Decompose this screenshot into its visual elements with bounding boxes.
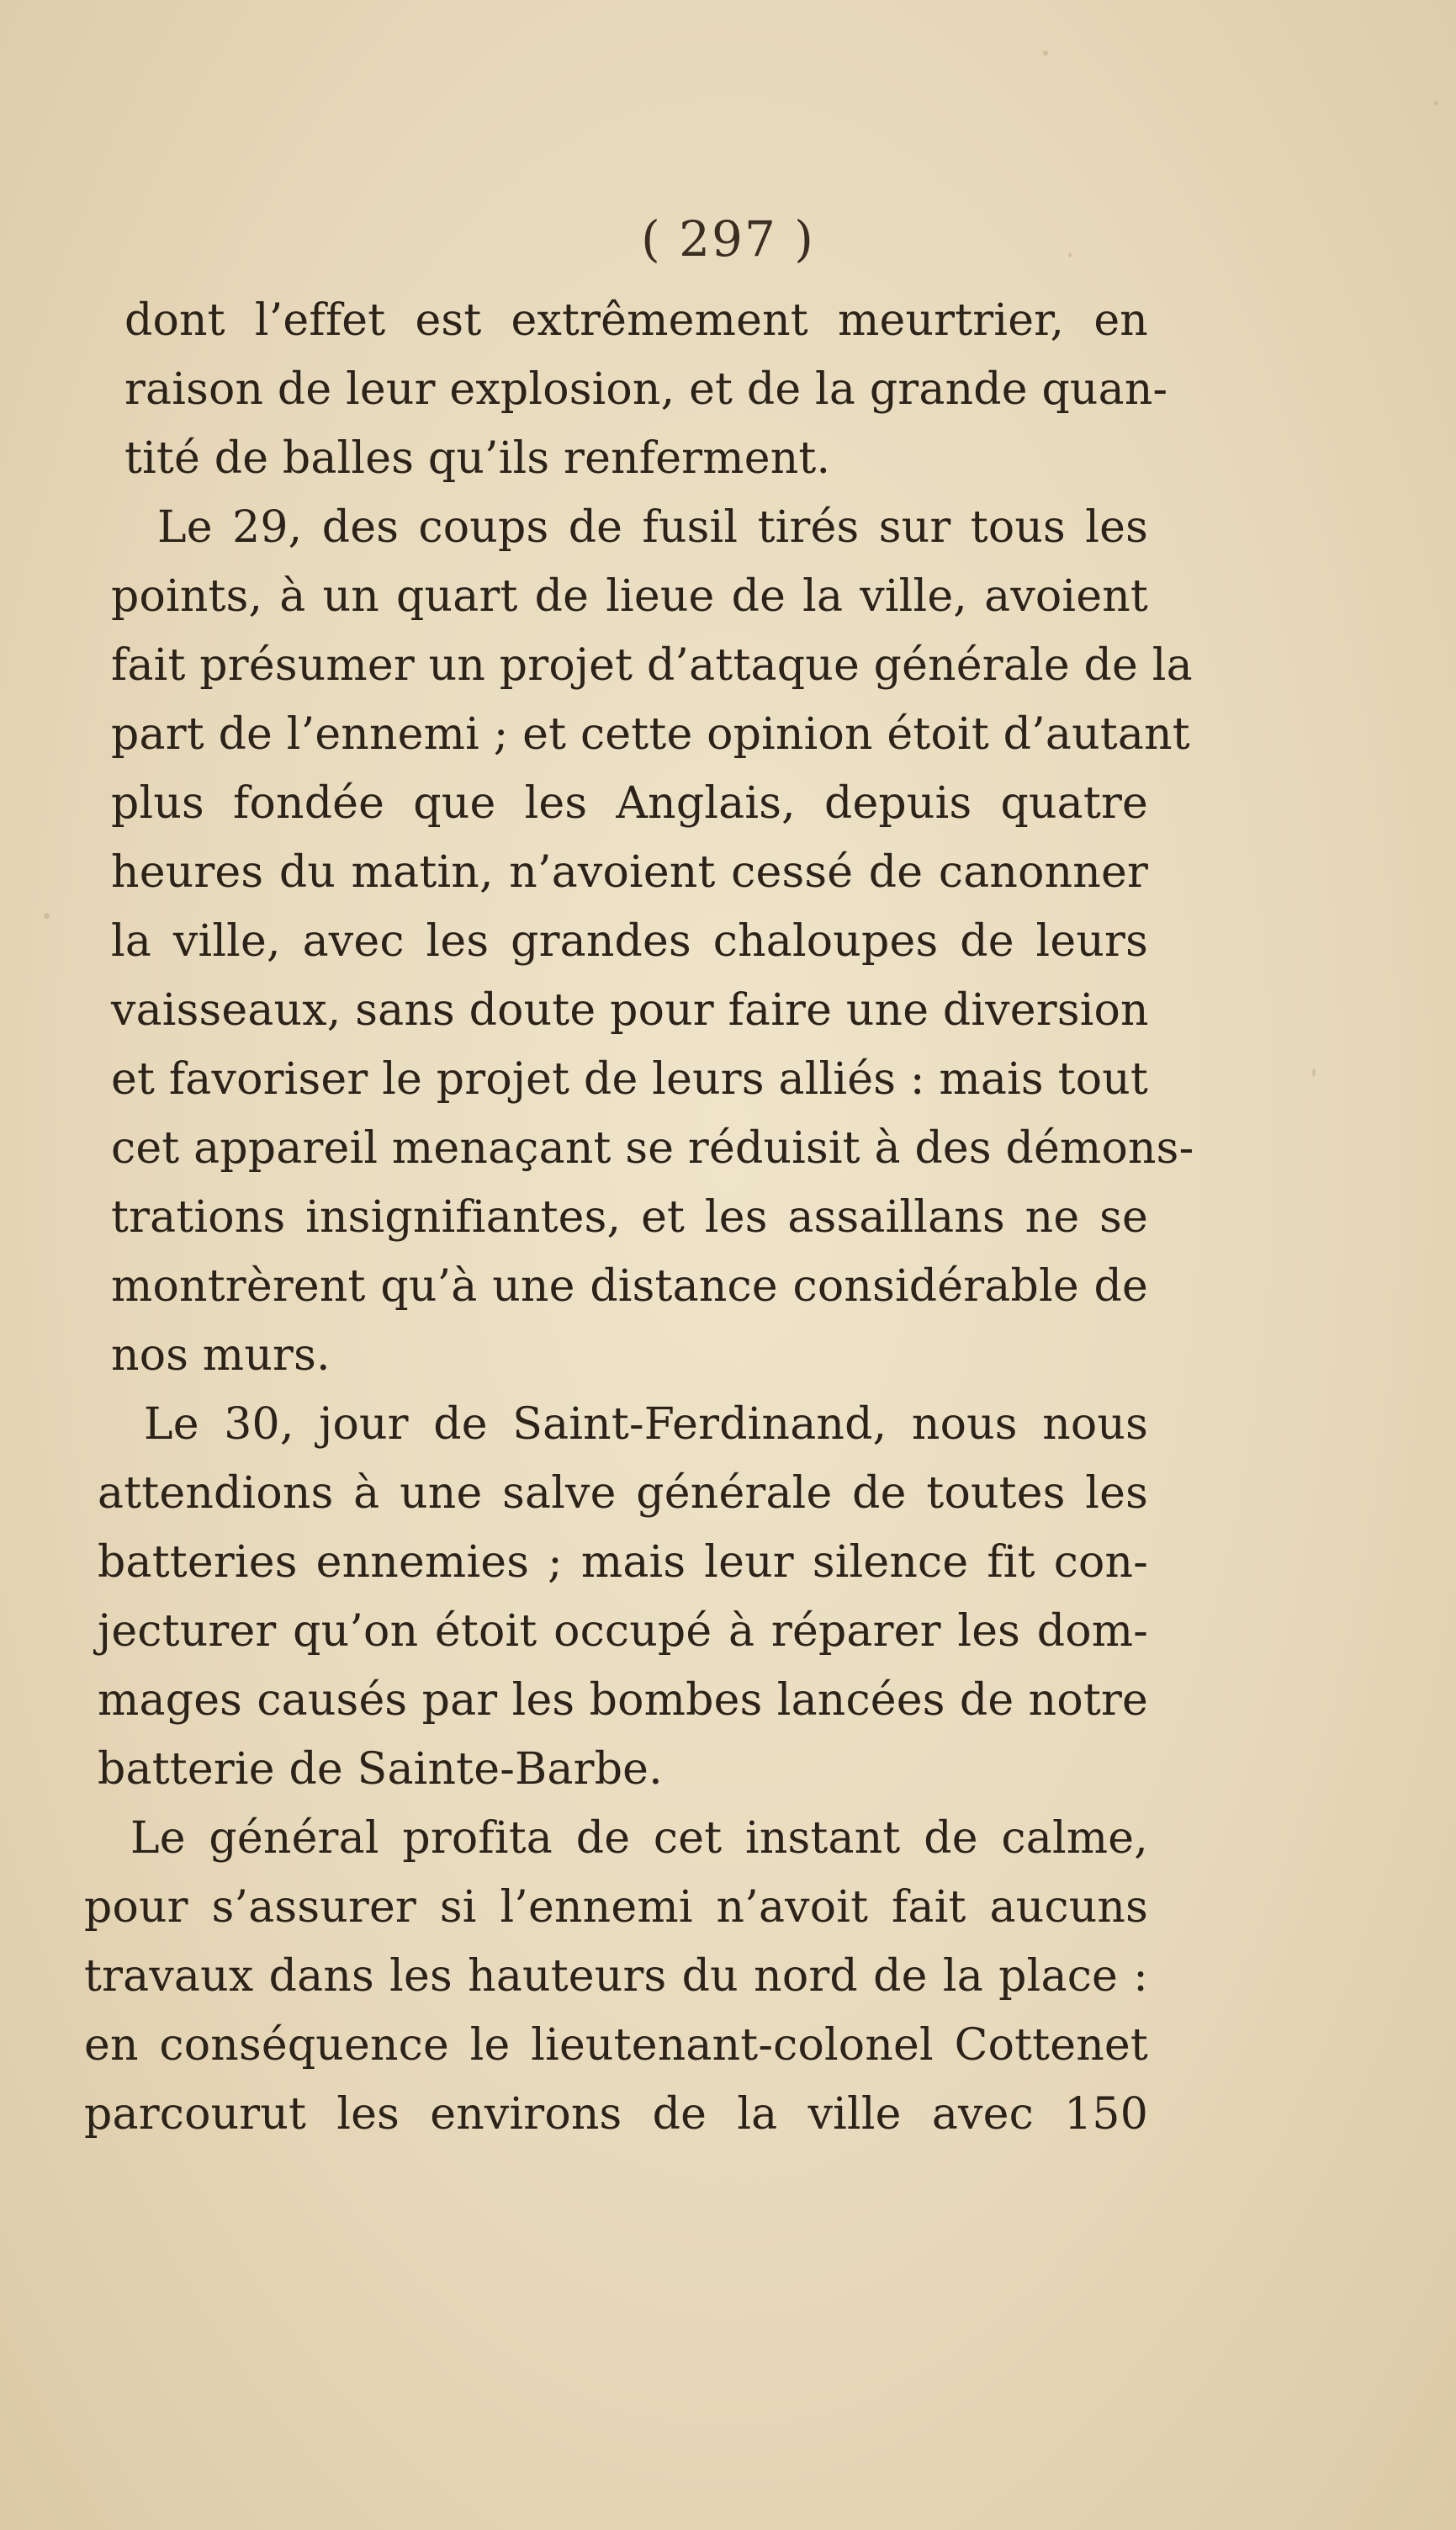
paragraph (111, 493, 1194, 1390)
text-line: trations insignifiantes, et les assaillans ne se (111, 1192, 1148, 1243)
text-line: montrèrent qu’à une distance considérable de (111, 1261, 1148, 1312)
text-line: batteries ennemies ; mais leur silence fit con- (98, 1537, 1148, 1588)
text-line: Le 29, des coups de fusil tirés sur tous les (157, 502, 1148, 553)
paper-speck (1434, 101, 1438, 105)
paper-speck (44, 913, 50, 919)
text-line: Le général profita de cet instant de calme, (130, 1813, 1148, 1864)
page-number: ( 297 ) (641, 210, 815, 268)
paragraph (98, 1390, 1148, 1804)
text-line: et favoriser le projet de leurs alliés : mais tout (111, 1054, 1148, 1105)
text-line: en conséquence le lieutenant-colonel Cottenet (84, 2020, 1148, 2071)
text-line: heures du matin, n’avoient cessé de canonner (111, 847, 1148, 898)
paragraph (124, 286, 1168, 493)
text-line: travaux dans les hauteurs du nord de la place : (84, 1951, 1148, 2002)
text-line: nos murs. (111, 1330, 331, 1381)
body-text (84, 286, 1194, 2149)
text-line: Le 30, jour de Saint-Ferdinand, nous nous (144, 1399, 1148, 1450)
text-line: mages causés par les bombes lancées de notre (98, 1675, 1148, 1726)
text-line: vaisseaux, sans doute pour faire une diversion (111, 985, 1149, 1036)
paper-speck (1312, 1069, 1316, 1077)
text-line: raison de leur explosion, et de la grande quan- (124, 364, 1168, 415)
text-line: plus fondée que les Anglais, depuis quatre (111, 778, 1148, 829)
text-line: parcourut les environs de la ville avec 150 (84, 2089, 1148, 2140)
text-line: attendions à une salve générale de toutes les (98, 1468, 1148, 1519)
text-line: fait présumer un projet d’attaque générale de la (111, 640, 1193, 691)
text-line: dont l’effet est extrêmement meurtrier, en (124, 295, 1148, 346)
text-line: pour s’assurer si l’ennemi n’avoit fait aucuns (84, 1882, 1148, 1933)
text-line: jecturer qu’on étoit occupé à réparer les dom- (98, 1606, 1148, 1657)
text-line: la ville, avec les grandes chaloupes de leurs (111, 916, 1148, 967)
paper-speck (1043, 50, 1048, 56)
text-line: part de l’ennemi ; et cette opinion étoit d’autant (111, 709, 1190, 760)
text-line: points, à un quart de lieue de la ville, avoient (111, 571, 1148, 622)
text-line: tité de balles qu’ils renferment. (124, 433, 831, 484)
text-line: cet appareil menaçant se réduisit à des démons- (111, 1123, 1194, 1174)
text-line: batterie de Sainte-Barbe. (98, 1744, 663, 1795)
paragraph (84, 1804, 1148, 2149)
